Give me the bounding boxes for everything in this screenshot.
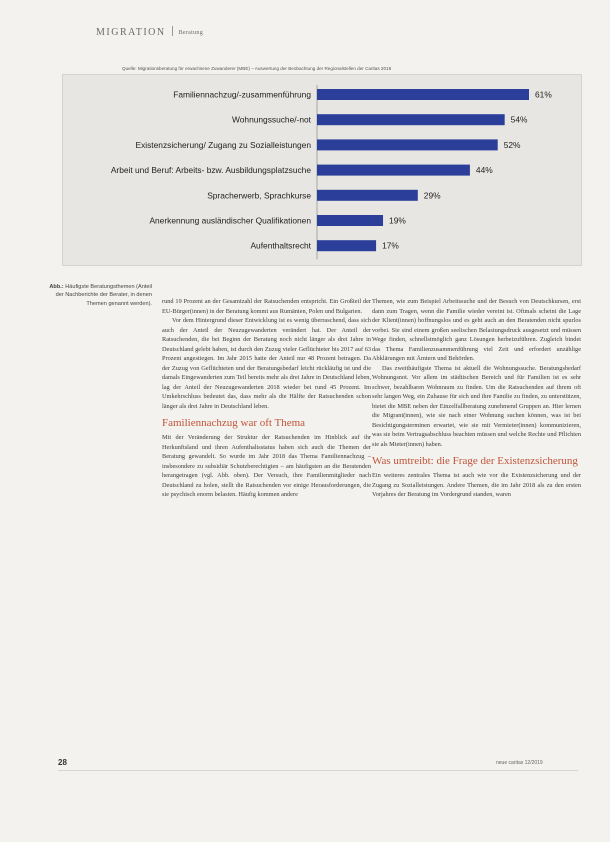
section-heading: Was umtreibt: die Frage der Existenzsicherung (372, 455, 578, 467)
paragraph: Mit der Veränderung der Struktur der Ratsuchenden im Hinblick auf ihr Herkunftsland und ihren Aufenthaltsstatus haben sich auch die Themen der Beratung gewandelt. So wurde im Jahr 2018 das Thema Familiennachzug – insbesondere zu subsidiär Schutzberechtigten – am häufigsten an die Beratenden herangetragen (vgl. Abb. oben). Der Versuch, ihre Familienmitglieder nach Deutschland zu holen, stellt die Ratsuchenden vor einige Herausforderungen, die sie psychisch enorm belasten. Häufig kommen andere (162, 434, 371, 498)
chart-panel (62, 74, 582, 266)
running-head (96, 26, 203, 38)
data-label: 54% (510, 114, 528, 125)
figure-caption (44, 283, 152, 308)
bar (317, 215, 383, 226)
category-label: Wohnungssuche/-not (232, 114, 311, 125)
text-column-left (162, 297, 371, 500)
caption-lead: Abb.: (49, 284, 64, 290)
section-title: MIGRATION (96, 27, 166, 38)
data-label: 52% (503, 139, 521, 150)
magazine-issue: neue caritas 12/2019 (496, 760, 543, 766)
bar (317, 190, 418, 201)
bar (317, 165, 470, 176)
bar (317, 139, 498, 150)
caption-text: Häufigste Beratungsthemen (Anteil der Nachberichte der Berater, in denen Themen genannt werden). (55, 284, 152, 307)
section-heading: Familiennachzug war oft Thema (162, 417, 306, 429)
paragraph: rund 19 Prozent an der Gesamtzahl der Ratsuchenden entspricht. Ein Großteil der EU-Bürger(innen) in der Beratung kommt aus Rumänien, Polen und Bulgarien. (162, 298, 371, 315)
page-number: 28 (58, 758, 67, 767)
paragraph: Themen, wie zum Beispiel Arbeitssuche und der Besuch von Deutschkursen, erst dann zum Tragen, wenn die Familie wieder vereint ist. Oftmals scheint die Lage der Klient(innen) hoffnungslos und es geht auch an den Beratenden nicht spurlos vorbei. Sie sind einem großen seelischen Belastungsdruck ausgesetzt und müssen Wege finden, schnellstmöglich ganz Lösungen herbeizuführen. Zugleich bindet das Thema Familienzusammenführung viel Zeit und erfordert unzählige Abklärungen mit Ämtern und Behörden. (372, 298, 581, 362)
data-label: 29% (423, 190, 441, 201)
bar (317, 240, 376, 251)
subsection-title: Beratung (178, 30, 204, 36)
paragraph: Das zweithäufigste Thema ist aktuell die Wohnungssuche. Beratungsbedarf Wohnungsnot. Vor allem im städtischen Bereich und für Familien ist es sehr schwer, bezahlbaren Wohnraum zu finden. Um die Ratsuchenden auf ihrem oft sehr langen Weg, ein Zuhause für sich und ihre Familie zu finden, zu unterstützen, bietet die MBE neben der Einzelfallberatung zunehmend Gruppen an. Hier lernen die Migrant(innen), wie sie nach einer Wohnung suchen können, was ist bei Besichtigungsterminen erwartet, wie sie mit Vermieter(innen) kommunizieren, was sie beim Vertragsabschluss beachten müssen und welche Rechte und Pflichten sie als Mieter(innen) haben. (372, 364, 581, 448)
data-label: 19% (389, 215, 406, 226)
bar (317, 114, 505, 125)
running-head-divider (172, 26, 173, 36)
category-label: Arbeit und Beruf: Arbeits- bzw. Ausbildungsplatzsuche (110, 165, 311, 176)
bar-chart (63, 75, 583, 267)
footer-rule (58, 770, 578, 771)
category-label: Aufenthaltsrecht (250, 240, 311, 251)
data-label: 17% (382, 240, 399, 251)
bar (317, 89, 529, 100)
data-label: 61% (535, 89, 552, 100)
paragraph: Vor dem Hintergrund dieser Entwicklung ist es wenig überraschend, dass sich auch der Anteil der Neuzugewanderten verändert hat. Der Anteil der Ratsuchenden, die bei Beginn der Beratung noch nicht länger als drei Jahre in Deutschland gelebt haben, ist durch den Zuzug vieler Geflüchteter bis 2017 auf 63 Prozent angestiegen. Im Jahr 2015 hatte der Anteil nur 48 Prozent betragen. Da der Zuzug von Geflüchteten und der Beratungsbedarf leicht rückläufig ist und die damals Eingewanderten zum Teil bereits mehr als drei Jahre in Deutschland leben, lag der Anteil der Neuzugewanderten 2018 wieder bei rund 45 Prozent. Im Umkehrschluss bedeutet das, dass mehr als die Hälfte der Ratsuchenden schon länger als drei Jahre in Deutschland leben. (162, 317, 371, 410)
paragraph: Ein weiteres zentrales Thema ist auch wie vor die Existenzsicherung und der Zugang zu Sozialleistungen. Andere Themen, die im Jahr 2018 als zu den ersten Vorjahres der Beratung im Vordergrund standen, waren (372, 472, 581, 498)
category-label: Familiennachzug/-zusammenführung (173, 89, 311, 100)
text-column-right (372, 297, 581, 500)
category-label: Anerkennung ausländischer Qualifikationen (149, 215, 311, 226)
category-label: Spracherwerb, Sprachkurse (207, 190, 311, 201)
chart-source: Quelle: Migrationsberatung für erwachsene Zuwanderer (MBE) – Auswertung der Beobachtung der Regionalstellen der Caritas 2018 (122, 66, 392, 71)
category-label: Existenzsicherung/ Zugang zu Sozialleistungen (135, 139, 311, 150)
data-label: 44% (475, 165, 493, 176)
